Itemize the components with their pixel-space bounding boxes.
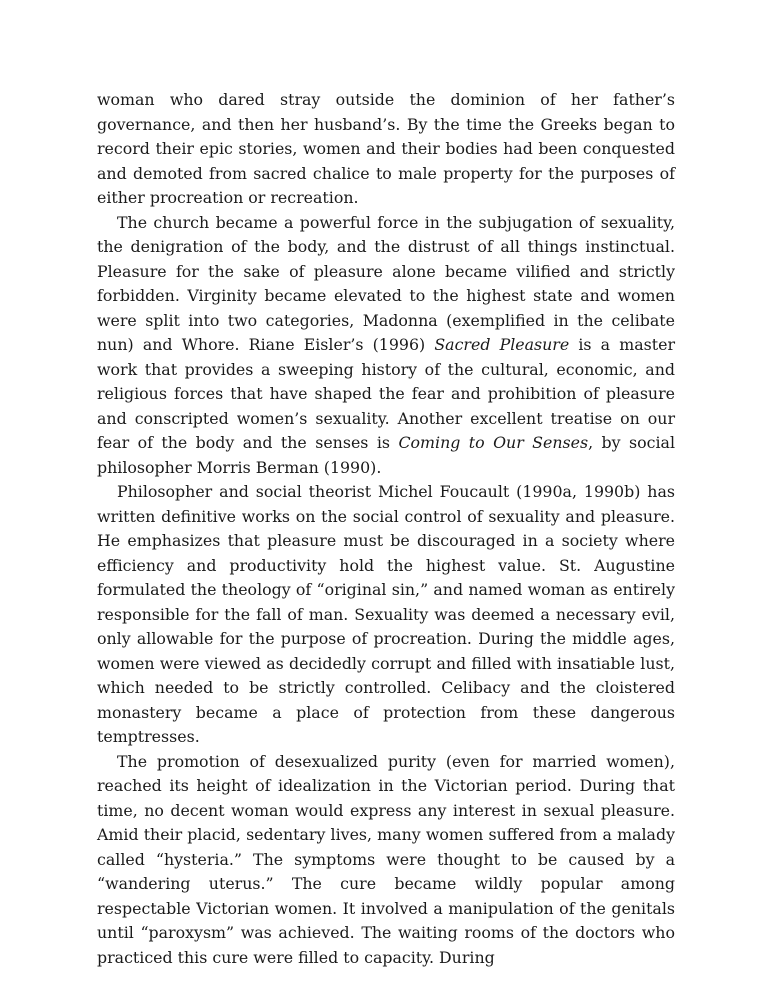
paragraph-3 (97, 480, 675, 750)
book-title-coming-to-our-senses: Coming to Our Senses (398, 433, 589, 452)
paragraph-2-text-b: is a master work that provides a sweeping history of the cultural, economic, and religious forces that have shaped the fear and prohibition of pleasure and conscripted women’s sexuality. Another excellent treatise on our fear of the body and the senses is (97, 335, 676, 452)
paragraph-2-text-c: , by social philosopher Morris Berman (1990). (97, 433, 676, 477)
book-title-sacred-pleasure: Sacred Pleasure (434, 335, 570, 354)
paragraph-3-text: Philosopher and social theorist Michel Foucault (1990a, 1990b) has written definitive works on the social control of sexuality and pleasure. He emphasizes that pleasure must be discouraged in a society where efficiency and productivity hold the highest value. St. Augustine formulated the theology of “original sin,” and named woman as entirely responsible for the fall of man. Sexuality was deemed a necessary evil, only allowable for the purpose of procreation. During the middle ages, women were viewed as decidedly corrupt and filled with insatiable lust, which needed to be strictly controlled. Celibacy and the cloistered monastery became a place of protection from these dangerous temptresses. (97, 482, 675, 746)
paragraph-2-text-a: The church became a powerful force in the subjugation of sexuality, the denigration of the body, and the distrust of all things instinctual. Pleasure for the sake of pleasure alone became vilified and strictly forbidden. Virginity became elevated to the highest state and women were split into two categories, Madonna (exemplified in the celibate nun) and Whore. Riane Eisler’s (1996) (97, 212, 675, 354)
paragraph-4 (97, 750, 675, 971)
document-page (97, 88, 675, 970)
paragraph-1-text: woman who dared stray outside the dominion of her father’s governance, and then her husband’s. By the time the Greeks began to record their epic stories, women and their bodies had been conquested and demoted from sacred chalice to male property for the purposes of either procreation or recreation. (97, 90, 675, 207)
paragraph-2 (97, 211, 675, 481)
paragraph-1 (97, 88, 675, 211)
paragraph-4-text: The promotion of desexualized purity (even for married women), reached its height of idealization in the Victorian period. During that time, no decent woman would express any interest in sexual pleasure. Amid their placid, sedentary lives, many women suffered from a malady called “hysteria.” The symptoms were thought to be caused by a “wandering uterus.” The cure became wildly popular among respectable Victorian women. It involved a manipulation of the genitals until “paroxysm” was achieved. The waiting rooms of the doctors who practiced this cure were filled to capacity. During (97, 751, 675, 967)
